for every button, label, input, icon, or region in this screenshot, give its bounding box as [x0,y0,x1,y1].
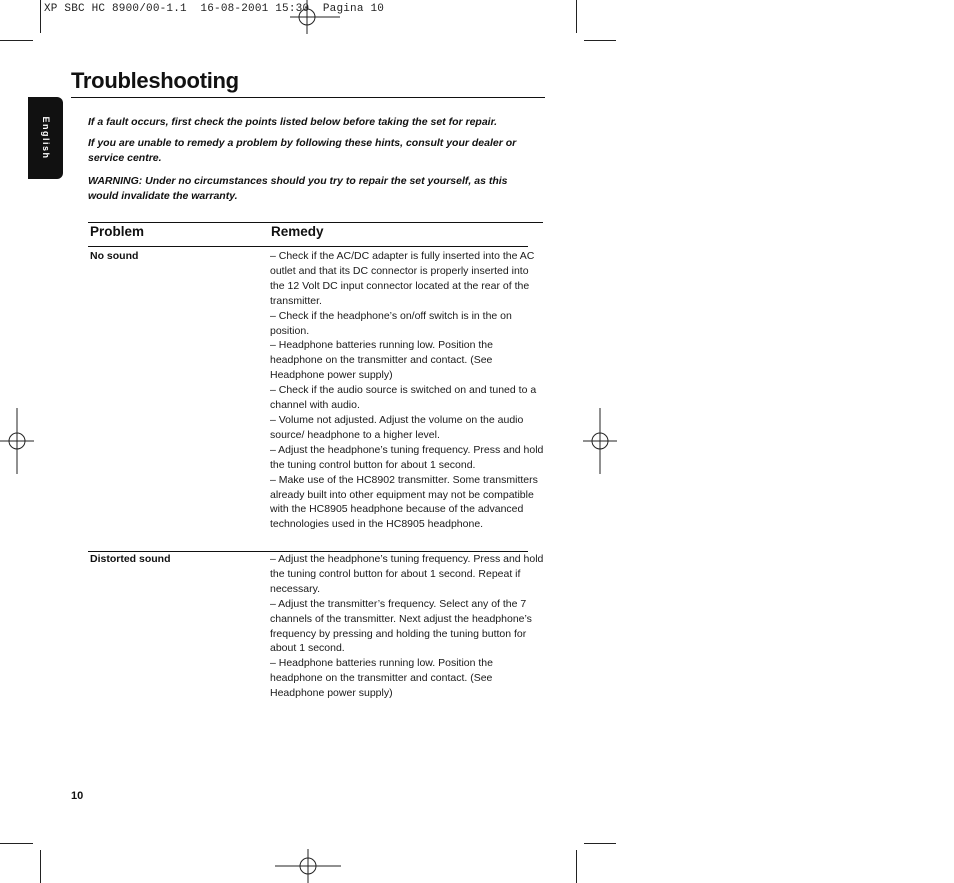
registration-mark-top [290,0,340,34]
registration-mark-left [0,408,34,474]
remedy-list-distorted-sound [270,552,546,701]
language-tab [28,97,63,179]
page-title: Troubleshooting [71,68,239,93]
title-rule [71,97,545,98]
registration-mark-right [583,408,617,474]
remedy-item: – Make use of the HC8902 transmitter. Some transmitters already built into other equipment may not be compatible with the HC8905 headphone because of the advanced technologies used in the HC8905 headphone. [270,473,538,531]
remedy-item: – Headphone batteries running low. Position the headphone on the transmitter and contact. (See Headphone power supply) [270,657,493,700]
intro-line-2: If you are unable to remedy a problem by following these hints, consult your dealer or service centre. [88,137,517,164]
column-header-remedy: Remedy [271,224,324,239]
table-top-rule [88,222,543,223]
language-tab-label: English [40,116,51,160]
remedy-item: – Check if the audio source is switched on and tuned to a channel with audio. [270,384,537,412]
remedy-item: – Headphone batteries running low. Position the headphone on the transmitter and contact. (See Headphone power supply) [270,339,493,382]
header-rule [88,246,528,247]
column-header-problem: Problem [90,224,145,239]
remedy-item: – Check if the headphone’s on/off switch is in the on position. [270,309,512,337]
remedy-item: – Adjust the headphone’s tuning frequency. Press and hold the tuning control button for about 1 second. [270,443,544,471]
problem-distorted-sound: Distorted sound [90,553,171,565]
remedy-item: – Adjust the headphone’s tuning frequency. Press and hold the tuning control button for about 1 second. Repeat if necessary. [270,553,544,595]
remedy-item: – Check if the AC/DC adapter is fully inserted into the AC outlet and that its DC connector is properly inserted into the 12 Volt DC input connector located at the rear of the transmitter. [270,250,535,307]
remedy-item: – Adjust the transmitter’s frequency. Select any of the 7 channels of the transmitter. Next adjust the headphone’s frequency by pressing and holding the tuning button for about 1 second. [270,597,532,655]
printer-slug: XP SBC HC 8900/00-1.1 16-08-2001 15:30 Pagina 10 [44,3,385,15]
warning-text: WARNING: Under no circumstances should you try to repair the set yourself, as this would invalidate the warranty. [88,175,508,202]
page-number: 10 [71,790,84,802]
problem-no-sound: No sound [90,250,139,262]
remedy-list-no-sound [270,249,546,532]
intro-line-1: If a fault occurs, first check the points listed below before taking the set for repair. [88,116,498,128]
remedy-item: – Volume not adjusted. Adjust the volume on the audio source/ headphone to a higher level. [270,413,524,441]
registration-mark-bottom [275,849,341,883]
